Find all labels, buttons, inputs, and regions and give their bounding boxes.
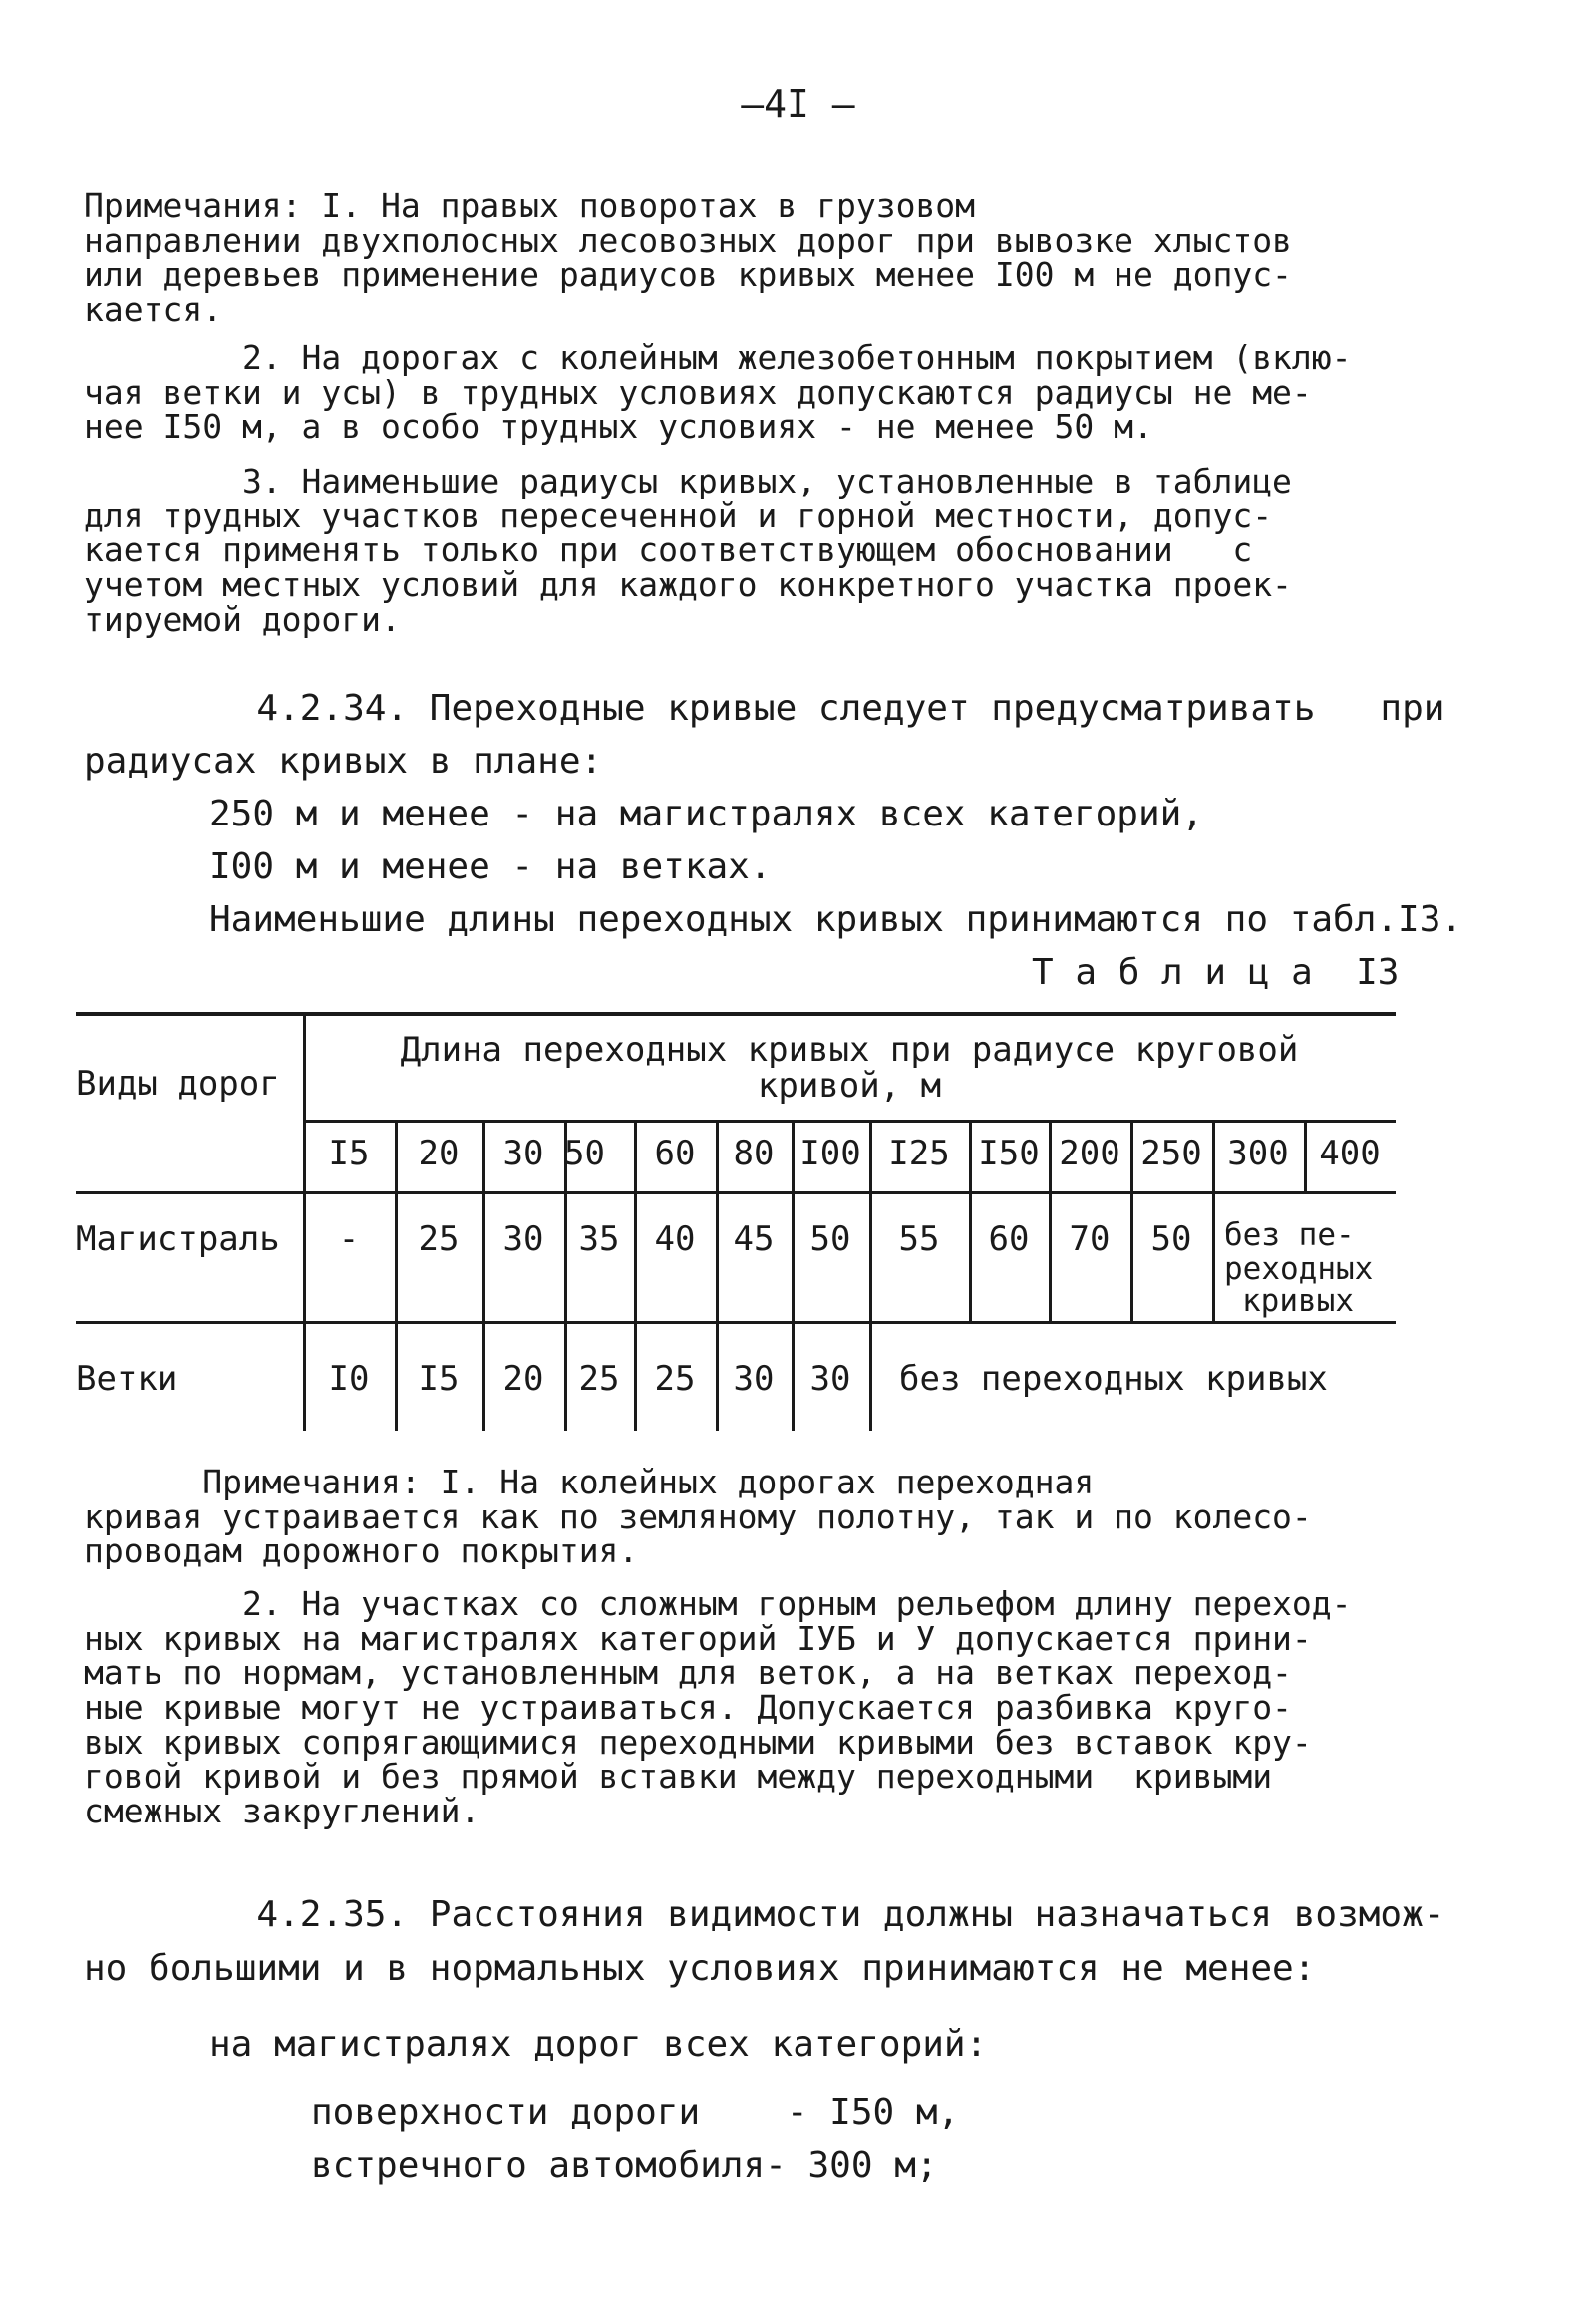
- value-cell: -: [338, 1219, 360, 1259]
- notes-1-paragraph-1: Примечания: I. На правых поворотах в грузовом направлении двухполосных лесовозных дорог при вывозке хлыстов или деревьев применение радиусов кривых менее I00 м не допус- кается.: [84, 186, 1292, 329]
- no-transition-tail-3: кривых: [1242, 1283, 1354, 1319]
- group-head-line-2: кривой, м: [757, 1066, 942, 1106]
- visibility-road-surface: поверхности дороги - I50 м,: [311, 2092, 960, 2133]
- no-transition-branches: без переходных кривых: [899, 1359, 1328, 1399]
- radius-cell: 20: [418, 1134, 460, 1173]
- section-4-2-35-line-3: на магистралях дорог всех категорий:: [209, 2024, 988, 2065]
- value-cell: 20: [502, 1359, 544, 1399]
- radius-cell: 60: [654, 1134, 696, 1173]
- section-4-2-34-line-1: 4.2.34. Переходные кривые следует предусматривать при: [84, 688, 1445, 729]
- notes-2-paragraph-2: 2. На участках со сложным горным рельефом длину переход- ных кривых на магистралях категорий IУБ и У допускается прини- мать по нормам, установленным для веток, а на ветках переход- ные кривые могут не устраиваться. Допускается разбивка круго- вых кривых сопрягающимися переходными кривыми без вставок кру- говой кривой и без прямой вставки между переходными кривыми смежных закруглений.: [84, 1584, 1352, 1830]
- value-cell: I0: [328, 1359, 370, 1399]
- notes-2-paragraph-1: Примечания: I. На колейных дорогах переходная кривая устраивается как по земляному полотну, так и по колесо- проводам дорожного покрытия.: [84, 1463, 1312, 1571]
- section-4-2-35-line-2: но большими и в нормальных условиях принимаются не менее:: [84, 1948, 1316, 1989]
- radius-cell: I00: [799, 1134, 861, 1173]
- table-radii-rule: [76, 1191, 1396, 1194]
- radius-cell: I25: [888, 1134, 950, 1173]
- table-row-rule: [76, 1321, 1396, 1324]
- value-cell: 30: [809, 1359, 851, 1399]
- radius-cell: 250: [1140, 1134, 1202, 1173]
- value-cell: 30: [733, 1359, 775, 1399]
- value-cell: I5: [418, 1359, 460, 1399]
- table-top-rule: [76, 1012, 1396, 1016]
- radius-cell: 400: [1319, 1134, 1381, 1173]
- value-cell: 45: [733, 1219, 775, 1259]
- section-4-2-35-line-1: 4.2.35. Расстояния видимости должны назначаться возмож-: [84, 1894, 1445, 1935]
- radius-cell: I50: [978, 1134, 1040, 1173]
- table-header-rule: [303, 1120, 1396, 1123]
- value-cell: 25: [578, 1359, 620, 1399]
- col-head-road-types: Виды дорог: [76, 1064, 280, 1104]
- radius-cell: I5: [328, 1134, 370, 1173]
- value-cell: 25: [654, 1359, 696, 1399]
- value-cell: 55: [898, 1219, 940, 1259]
- value-cell: 60: [988, 1219, 1030, 1259]
- radius-cell: 200: [1059, 1134, 1120, 1173]
- section-4-2-34-line-2: радиусах кривых в плане:: [84, 741, 603, 782]
- row-name-branches: Ветки: [76, 1359, 178, 1399]
- page-number: —4I —: [741, 82, 855, 126]
- no-transition-tail-1: без пе-: [1224, 1217, 1355, 1253]
- notes-1-paragraph-3: 3. Наименьшие радиусы кривых, установленные в таблице для трудных участков пересеченной и горной местности, допус- кается применять только при соответствующем обосновании с учетом местных условий для каждого конкретного участка проек- тируемой дороги.: [84, 462, 1292, 639]
- radius-cell: 50: [564, 1134, 605, 1173]
- transition-curves-table: [76, 1012, 1396, 1431]
- radius-cell: 80: [733, 1134, 775, 1173]
- section-4-2-34-item-1: 250 м и менее - на магистралях всех категорий,: [209, 794, 1203, 834]
- notes-1-paragraph-2: 2. На дорогах с колейным железобетонным покрытием (вклю- чая ветки и усы) в трудных условиях допускаются радиусы не ме- нее I50 м, а в особо трудных условиях - не менее 50 м.: [84, 338, 1352, 447]
- group-head-line-1: Длина переходных кривых при радиусе круговой: [400, 1030, 1299, 1070]
- value-cell: 40: [654, 1219, 696, 1259]
- radius-cell: 300: [1227, 1134, 1289, 1173]
- no-transition-tail-2: реходных: [1224, 1251, 1374, 1287]
- row-name-main-road: Магистраль: [76, 1219, 280, 1259]
- table-label: Т а б л и ц а I3: [1032, 952, 1400, 993]
- section-4-2-34-table-ref: Наименьшие длины переходных кривых принимаются по табл.I3.: [209, 899, 1463, 940]
- visibility-oncoming-car: встречного автомобиля- 300 м;: [311, 2146, 938, 2186]
- value-cell: 30: [502, 1219, 544, 1259]
- value-cell: 70: [1069, 1219, 1111, 1259]
- value-cell: 35: [578, 1219, 620, 1259]
- value-cell: 50: [1150, 1219, 1192, 1259]
- value-cell: 50: [809, 1219, 851, 1259]
- value-cell: 25: [418, 1219, 460, 1259]
- radius-cell: 30: [502, 1134, 544, 1173]
- section-4-2-34-item-2: I00 м и менее - на ветках.: [209, 846, 772, 887]
